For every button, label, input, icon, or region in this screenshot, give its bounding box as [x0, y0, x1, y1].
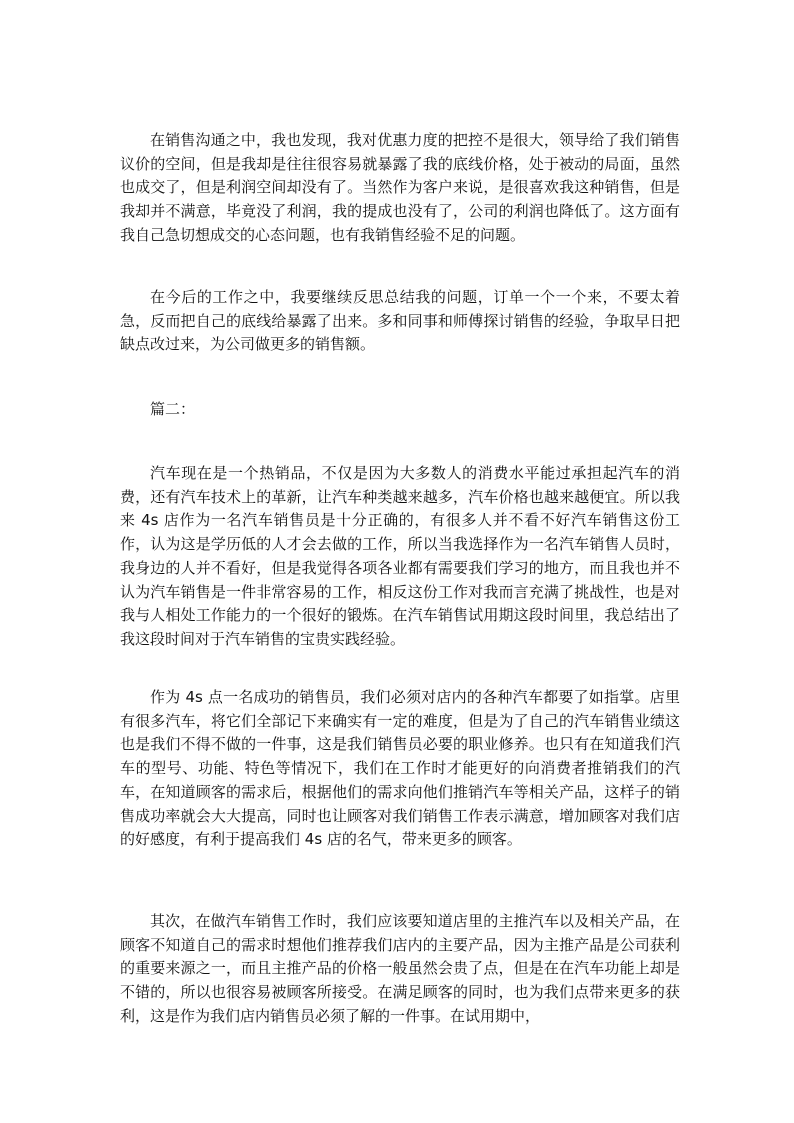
section-heading-part-two: 篇二： — [150, 400, 196, 418]
paragraph-future-work: 在今后的工作之中，我要继续反思总结我的问题，订单一个一个来，不要太着急，反而把自己的底线给暴露了出来。多和同事和师傅探讨销售的经验，争取早日把缺点改过来，为公司做更多的销售额。 — [120, 288, 680, 354]
paragraph-main-products: 其次，在做汽车销售工作时，我们应该要知道店里的主推汽车以及相关产品，在顾客不知道自己的需求时想他们推荐我们店内的主要产品，因为主推产品是公司获利的重要来源之一，而且主推产品的价格一般虽然会贵了点，但是在在汽车功能上却是不错的，所以也很容易被顾客所接受。在满足顾客的同时，也为我们点带来更多的获利，这是作为我们店内销售员必须了解的一件事。在试用期中， — [120, 912, 680, 1025]
paragraph-know-products: 作为 4s 点一名成功的销售员，我们必须对店内的各种汽车都要了如指掌。店里有很多汽车，将它们全部记下来确实有一定的难度，但是为了自己的汽车销售业绩这也是我们不得不做的一件事，这是我们销售员必要的职业修养。也只有在知道我们汽车的型号、功能、特色等情况下，我们在工作时才能更好的向消费者推销我们的汽车，在知道顾客的需求后，根据他们的需求向他们推销汽车等相关产品，这样子的销售成功率就会大大提高，同时也让顾客对我们销售工作表示满意，增加顾客对我们店的好感度，有利于提高我们 4s 店的名气，带来更多的顾客。 — [120, 688, 680, 849]
paragraph-car-sales-intro: 汽车现在是一个热销品，不仅是因为大多数人的消费水平能过承担起汽车的消费，还有汽车技术上的革新，让汽车种类越来越多，汽车价格也越来越便宜。所以我来 4s 店作为一名汽车销售员是十分正确的，有很多人并不看不好汽车销售这份工作，认为这是学历低的人才会去做的工作，所以当我选择作为一名汽车销售人员时，我身边的人并不看好，但是我觉得各项各业都有需要我们学习的地方，而且我也并不认为汽车销售是一件非常容易的工作，相反这份工作对我而言充满了挑战性，也是对我与人相处工作能力的一个很好的锻炼。在汽车销售试用期这段时间里，我总结出了我这段时间对于汽车销售的宝贵实践经验。 — [120, 464, 680, 648]
paragraph-price-control: 在销售沟通之中，我也发现，我对优惠力度的把控不是很大，领导给了我们销售议价的空间，但是我却是往往很容易就暴露了我的底线价格，处于被动的局面，虽然也成交了，但是利润空间却没有了。当然作为客户来说，是很喜欢我这种销售，但是我却并不满意，毕竟没了利润，我的提成也没有了，公司的利润也降低了。这方面有我自己急切想成交的心态问题，也有我销售经验不足的问题。 — [120, 131, 680, 244]
